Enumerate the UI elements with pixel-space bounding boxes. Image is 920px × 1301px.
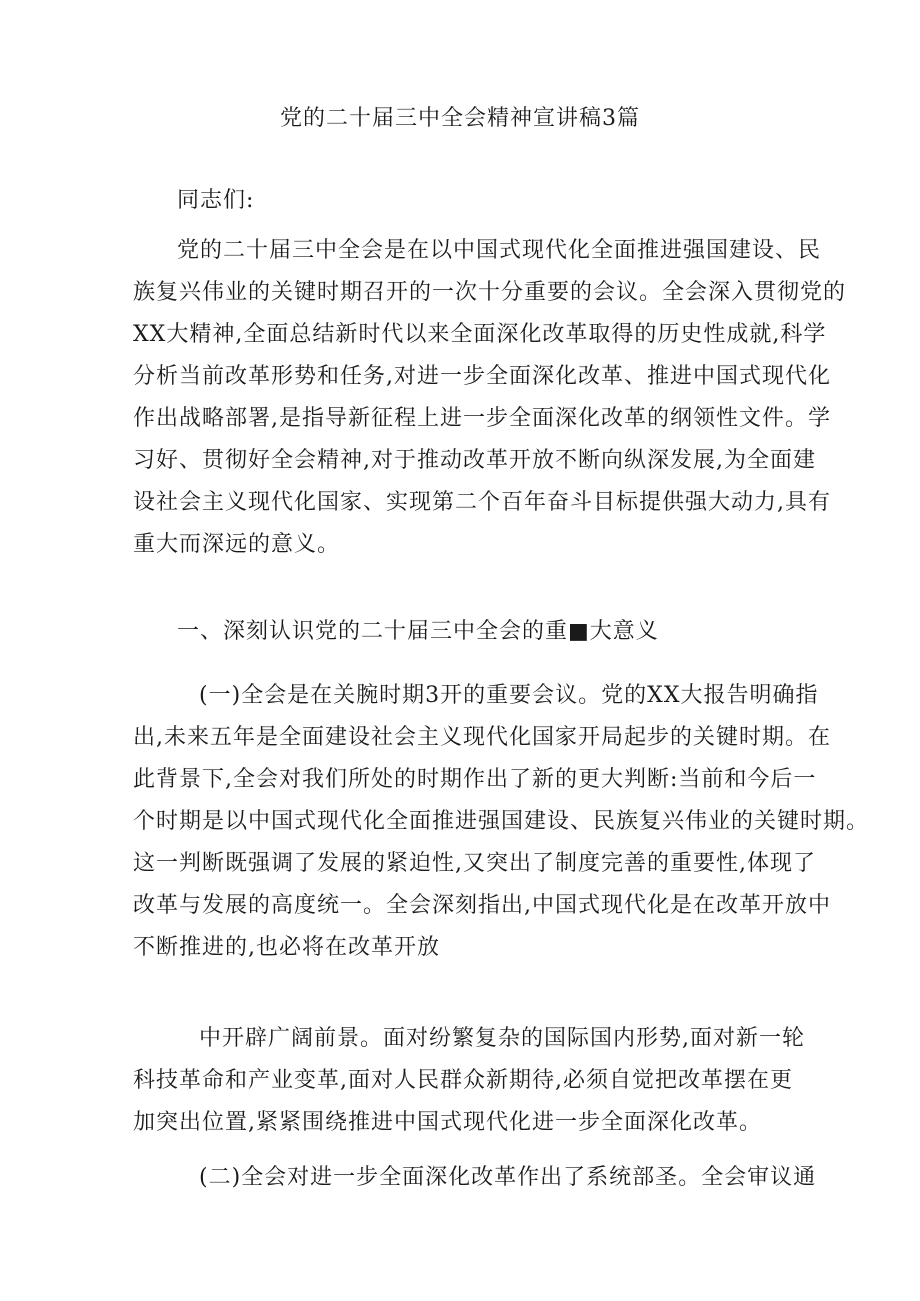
paragraph-line: 改革与发展的高度统一。全会深刻指出,中国式现代化是在改革开放中 [133,893,831,918]
paragraph-line: 重大而深远的意义。 [133,532,341,557]
paragraph-line: 族复兴伟业的关键时期召开的一次十分重要的会议。全会深入贯彻党的 [133,280,847,305]
paragraph-line: 党的二十届三中全会是在以中国式现代化全面推进强国建设、民 [177,238,822,263]
paragraph-continuation [133,1018,805,1144]
paragraph-line: (二)全会对进一步全面深化改革作出了系统部圣。全会审议通 [199,1165,817,1190]
paragraph-line: 加突出位置,紧紧围绕推进中国式现代化进一步全面深化改革。 [133,1110,762,1135]
paragraph-line: XX大精神,全面总结新时代以来全面深化改革取得的历史性成就,科学 [133,322,827,347]
paragraph-line: 分析当前改革形势和任务,对进一步全面深化改革、推进中国式现代化 [133,364,831,389]
salutation-text: 同志们: [177,188,255,213]
paragraph-line: 作出战略部署,是指导新征程上进一步全面深化改革的纲领性文件。学 [133,406,831,431]
paragraph-intro [133,230,847,566]
paragraph-line: 个时期是以中国式现代化全面推进强国建设、民族复兴伟业的关键时期。 [133,809,870,834]
paragraph-line: 设社会主义现代化国家、实现第二个百年奋斗目标提供强大动力,具有 [133,490,831,515]
paragraph-point-1 [133,675,870,969]
paragraph-line: 中开辟广阔前景。面对纷繁复杂的国际国内形势,面对新一轮 [199,1026,805,1051]
paragraph-point-2 [133,1157,817,1199]
paragraph-line: 不断推进的,也必将在改革开放 [133,935,440,960]
paragraph-line: 习好、贯彻好全会精神,对于推动改革开放不断向纵深发展,为全面建 [133,448,816,473]
paragraph-line: 此背景下,全会对我们所处的时期作出了新的更大判断:当前和今后一 [133,767,817,792]
section-heading [133,611,805,653]
document-title: 党的二十届三中全会精神宣讲稿3篇 [280,106,640,131]
paragraph-line: 出,未来五年是全面建设社会主义现代化国家开局起步的关键时期。在 [133,725,831,750]
paragraph-line: 科技革命和产业变革,面对人民群众新期待,必须自觉把改革摆在更 [133,1068,793,1093]
section-heading-text: 一、深刻认识党的二十届三中全会的重■大意义 [177,619,659,644]
paragraph-line: (一)全会是在关腕时期3开的重要会议。党的XX大报告明确指 [199,683,819,708]
salutation [133,180,805,222]
paragraph-line: 这一判断既强调了发展的紧迫性,又突出了制度完善的重要性,体现了 [133,851,816,876]
